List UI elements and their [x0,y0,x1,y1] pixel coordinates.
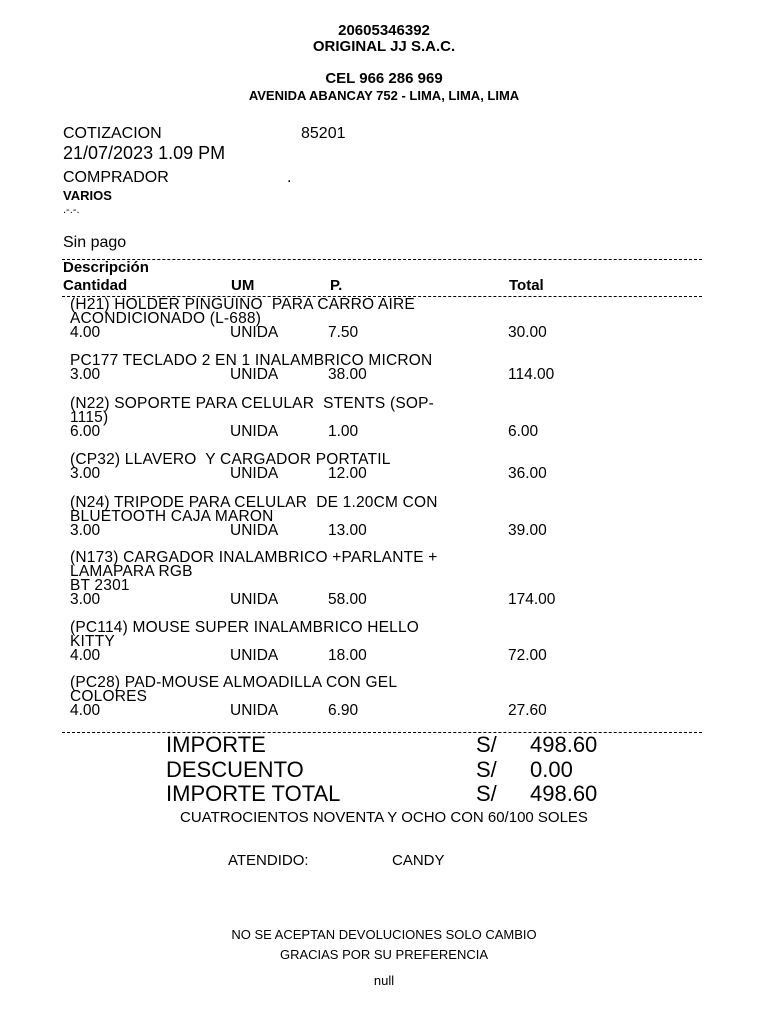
item-values [70,467,700,481]
list-item [70,496,700,538]
company-phone: CEL 966 286 969 [325,70,443,87]
item-total: 6.00 [508,423,539,440]
item-um: UNIDA [230,366,279,383]
total-label: IMPORTE TOTAL [166,781,341,806]
client-document: .-.-. [63,204,80,216]
quote-label: COTIZACION [63,125,162,142]
item-description: (N24) TRIPODE PARA CELULAR DE 1.20CM CON BLUETOOTH CAJA MARON [70,494,438,525]
column-quantity: Cantidad [63,277,128,294]
item-price: 18.00 [328,647,367,664]
total-value: 498.60 [530,781,598,806]
list-item [70,551,700,607]
item-total: 36.00 [508,465,547,482]
column-price: P. [330,277,343,294]
item-values [70,704,700,718]
subtotal-value: 498.60 [530,732,598,757]
item-price: 58.00 [328,591,367,608]
item-um: UNIDA [230,423,279,440]
item-quantity: 3.00 [70,366,101,383]
item-quantity: 4.00 [70,324,101,341]
item-quantity: 4.00 [70,647,101,664]
item-total: 174.00 [508,591,556,608]
item-price: 13.00 [328,522,367,539]
list-item [70,621,700,663]
item-price: 7.50 [328,324,359,341]
item-price: 6.90 [328,702,359,719]
item-quantity: 4.00 [70,702,101,719]
item-description: PC177 TECLADO 2 EN 1 INALAMBRICO MICRON [70,352,433,369]
column-um: UM [231,277,255,294]
item-um: UNIDA [230,465,279,482]
discount-label: DESCUENTO [166,757,304,782]
item-description: (N173) CARGADOR INALAMBRICO +PARLANTE + LAMAPARA RGB BT 2301 [70,549,438,594]
item-total: 39.00 [508,522,547,539]
list-item [70,397,700,439]
list-item [70,676,700,718]
subtotal-currency: S/ [476,732,497,757]
item-description: (CP32) LLAVERO Y CARGADOR PORTATIL [70,451,391,468]
item-description: (N22) SOPORTE PARA CELULAR STENTS (SOP- 1115) [70,395,435,426]
item-values [70,649,700,663]
item-quantity: 3.00 [70,591,101,608]
item-values [70,524,700,538]
footer-extra: null [373,973,395,988]
total-currency: S/ [476,781,497,806]
item-quantity: 3.00 [70,465,101,482]
buyer-value: . [287,169,292,186]
list-item [70,453,700,481]
payment-status: Sin pago [63,234,127,251]
item-um: UNIDA [230,647,279,664]
discount-value: 0.00 [530,757,573,782]
attended-label: ATENDIDO: [228,852,309,869]
thanks-message: GRACIAS POR SU PREFERENCIA [279,947,489,962]
item-total: 27.60 [508,702,547,719]
item-quantity: 6.00 [70,423,101,440]
divider [62,732,702,733]
item-description: (H21) HOLDER PINGUINO PARA CARRO AIRE ACONDICIONADO (L-688) [70,296,415,327]
item-um: UNIDA [230,522,279,539]
quote-datetime: 21/07/2023 1.09 PM [63,143,226,163]
item-values [70,326,700,340]
item-price: 1.00 [328,423,359,440]
item-values [70,425,700,439]
item-description: (PC114) MOUSE SUPER INALAMBRICO HELLO KITTY [70,619,420,650]
column-description: Descripción [63,259,149,276]
list-item [70,298,700,340]
quote-number: 85201 [301,125,346,142]
item-total: 114.00 [508,366,555,383]
item-total: 72.00 [508,647,547,664]
company-ruc: 20605346392 [338,22,430,39]
list-item [70,354,700,382]
company-name: ORIGINAL JJ S.A.C. [312,38,456,55]
discount-currency: S/ [476,757,497,782]
item-description: (PC28) PAD-MOUSE ALMOADILLA CON GEL COLORES [70,674,398,705]
subtotal-label: IMPORTE [166,732,266,757]
item-values [70,593,700,607]
column-total: Total [509,277,544,294]
buyer-label: COMPRADOR [63,169,169,186]
item-price: 38.00 [328,366,367,383]
item-um: UNIDA [230,324,279,341]
company-address: AVENIDA ABANCAY 752 - LIMA, LIMA, LIMA [248,88,520,103]
item-um: UNIDA [230,591,279,608]
item-um: UNIDA [230,702,279,719]
client-name: VARIOS [63,188,112,203]
item-quantity: 3.00 [70,522,101,539]
item-values [70,368,700,382]
divider [62,259,702,260]
return-policy: NO SE ACEPTAN DEVOLUCIONES SOLO CAMBIO [231,927,537,942]
item-total: 30.00 [508,324,547,341]
attended-name: CANDY [392,852,445,869]
amount-in-words: CUATROCIENTOS NOVENTA Y OCHO CON 60/100 SOLES [180,809,588,826]
item-price: 12.00 [328,465,367,482]
